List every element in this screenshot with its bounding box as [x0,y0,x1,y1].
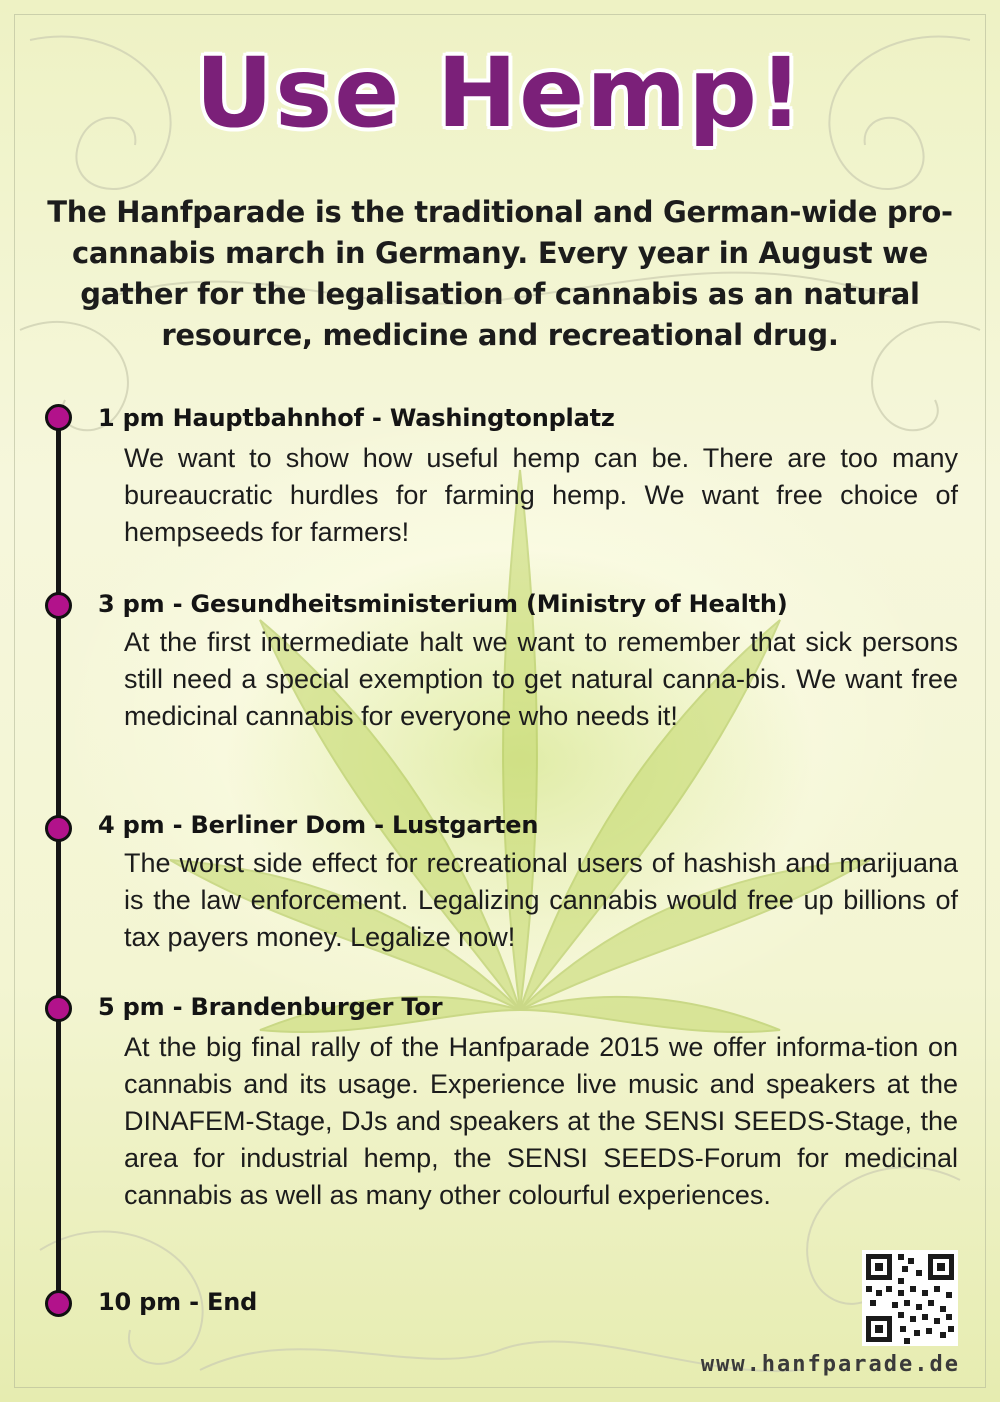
stop-description: We want to show how useful hemp can be. There are too many bureaucratic hurdles for farming hemp. We want free choice of hempseeds for farmers! [124,443,958,547]
stop-time: 10 pm - End [98,1288,258,1316]
stop-time: 5 pm - Brandenburger Tor [98,993,443,1021]
stop-description: At the big final rally of the Hanfparade 2015 we offer informa-tion on cannabis and its usage. Experience live music and speakers at the DINAFEM-Stage, DJs and speakers at the SENSI SEEDS-Stage, the area for industrial hemp, the SENSI SEEDS-Forum for medicinal cannabis as well as many other colourful experiences. [124,1032,958,1210]
stop-description: The worst side effect for recreational users of hashish and marijuana is the law enforcement. Legalizing cannabis would free up billions of tax payers money. Legalize now! [124,848,958,952]
timeline-dot [45,404,72,431]
poster-title: Use Hemp! [195,37,805,149]
stop-description: At the first intermediate halt we want to remember that sick persons still need a special exemption to get natural canna-bis. We want free medicinal cannabis for everyone who needs it! [124,627,958,731]
website-url: www.hanfparade.de [700,1352,960,1377]
stop-time: 4 pm - Berliner Dom - Lustgarten [98,811,539,839]
qr-code-icon [862,1250,958,1346]
timeline-line [56,418,61,1304]
intro-paragraph: The Hanfparade is the traditional and German-wide pro-cannabis march in Germany. Every year in August we gather for the legalisation of cannabis as an natural resource, medicine and recreational drug. [47,195,953,352]
stop-time: 3 pm - Gesundheitsministerium (Ministry of Health) [98,590,788,618]
timeline-dot [45,815,72,842]
stop-time: 1 pm Hauptbahnhof - Washingtonplatz [98,404,615,432]
timeline-dot [45,995,72,1022]
timeline-dot [45,592,72,619]
timeline-dot [45,1290,72,1317]
